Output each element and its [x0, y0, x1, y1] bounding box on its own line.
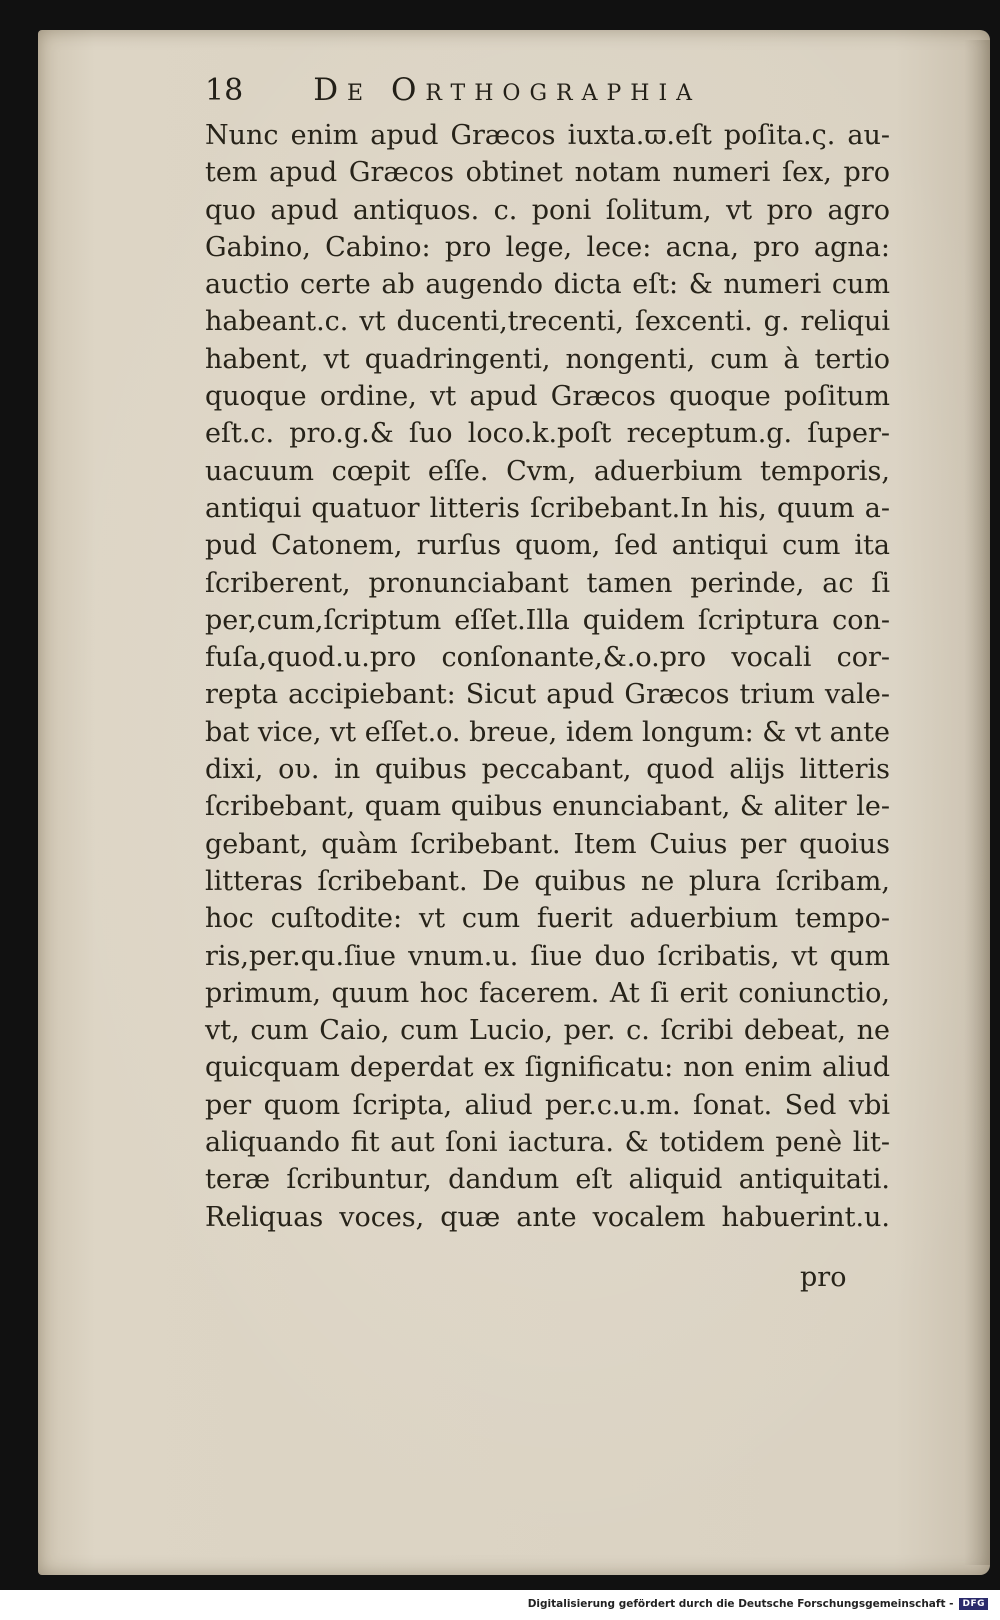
text-line: Nunc enim apud Græcos iuxta.ϖ.eſt poſita.ς. au- [205, 120, 890, 151]
text-line: auctio certe ab augendo dicta eſt: & numeri cum [205, 269, 890, 301]
text-line: pud Catonem, rurſus quom, ſed antiqui cum ita [205, 530, 890, 562]
text-line: per quom ſcripta, aliud per.c.u.m. ſonat. Sed vbi [205, 1089, 890, 1121]
text-line: vt, cum Caio, cum Lucio, per. c. ſcribi debeat, ne [205, 1015, 890, 1047]
page-number: 18 [205, 73, 244, 108]
text-line: litteras ſcribebant. De quibus ne plura ſcribam, [205, 865, 890, 897]
text-line: per,cum,ſcriptum eſſet.Illa quidem ſcriptura con- [205, 604, 890, 636]
body-text [205, 117, 890, 1236]
credit-text: Digitalisierung gefördert durch die Deutsche Forschungsgemeinschaft - [527, 1598, 954, 1610]
text-line: habeant.c. vt ducenti,trecenti, ſexcenti. g. reliqui [205, 306, 890, 338]
text-line: dixi, ου. in quibus peccabant, quod alijs litteris [205, 754, 890, 786]
page-edge-shadow [964, 40, 990, 1565]
text-line: ris,per.qu.ſiue vnum.u. ſiue duo ſcribatis, vt qum [205, 940, 890, 972]
text-line: repta accipiebant: Sicut apud Græcos trium vale- [205, 679, 890, 711]
text-line: tem apud Græcos obtinet notam numeri ſex, pro [205, 157, 890, 189]
digitization-credit [528, 1598, 988, 1610]
text-line: habent, vt quadringenti, nongenti, cum à tertio [205, 343, 890, 375]
text-line: quicquam deperdat ex ſignificatu: non enim aliud [205, 1052, 890, 1084]
running-title: De Orthographia [313, 72, 702, 108]
text-line: Reliquas voces, quæ ante vocalem habuerint.u. [205, 1201, 890, 1233]
text-line: aliquando fit aut ſoni iactura. & totidem penè lit- [205, 1127, 890, 1159]
text-line: gebant, quàm ſcribebant. Item Cuius per quoius [205, 828, 890, 860]
text-line: ſcribebant, quam quibus enunciabant, & aliter le- [205, 791, 890, 823]
text-line: quo apud antiquos. c. poni ſolitum, vt pro agro [205, 194, 890, 226]
text-line: bat vice, vt eſſet.o. breue, idem longum: & vt ante [205, 716, 890, 748]
text-line: eſt.c. pro.g.& ſuo loco.k.poſt receptum.g. ſuper- [205, 418, 890, 450]
running-head [205, 72, 765, 108]
text-line: teræ ſcribuntur, dandum eſt aliquid antiquitati. [205, 1164, 890, 1196]
text-line: primum, quum hoc facerem. At ſi erit coniunctio, [205, 977, 890, 1009]
text-line: uacuum cœpit eſſe. Cvm, aduerbium temporis, [205, 455, 890, 487]
text-line: Gabino, Cabino: pro lege, lece: acna, pro agna: [205, 231, 890, 263]
dfg-logo: DFG [959, 1598, 988, 1610]
text-line: hoc cuſtodite: vt cum fuerit aduerbium tempo- [205, 903, 890, 935]
text-line: antiqui quatuor litteris ſcribebant.In his, quum a- [205, 492, 890, 524]
text-line: ſcriberent, pronunciabant tamen perinde, ac ſi [205, 567, 890, 599]
text-line: quoque ordine, vt apud Græcos quoque poſitum [205, 381, 890, 413]
text-line: fuſa,quod.u.pro conſonante,&.o.pro vocali cor- [205, 642, 890, 674]
catchword: pro [800, 1262, 847, 1293]
